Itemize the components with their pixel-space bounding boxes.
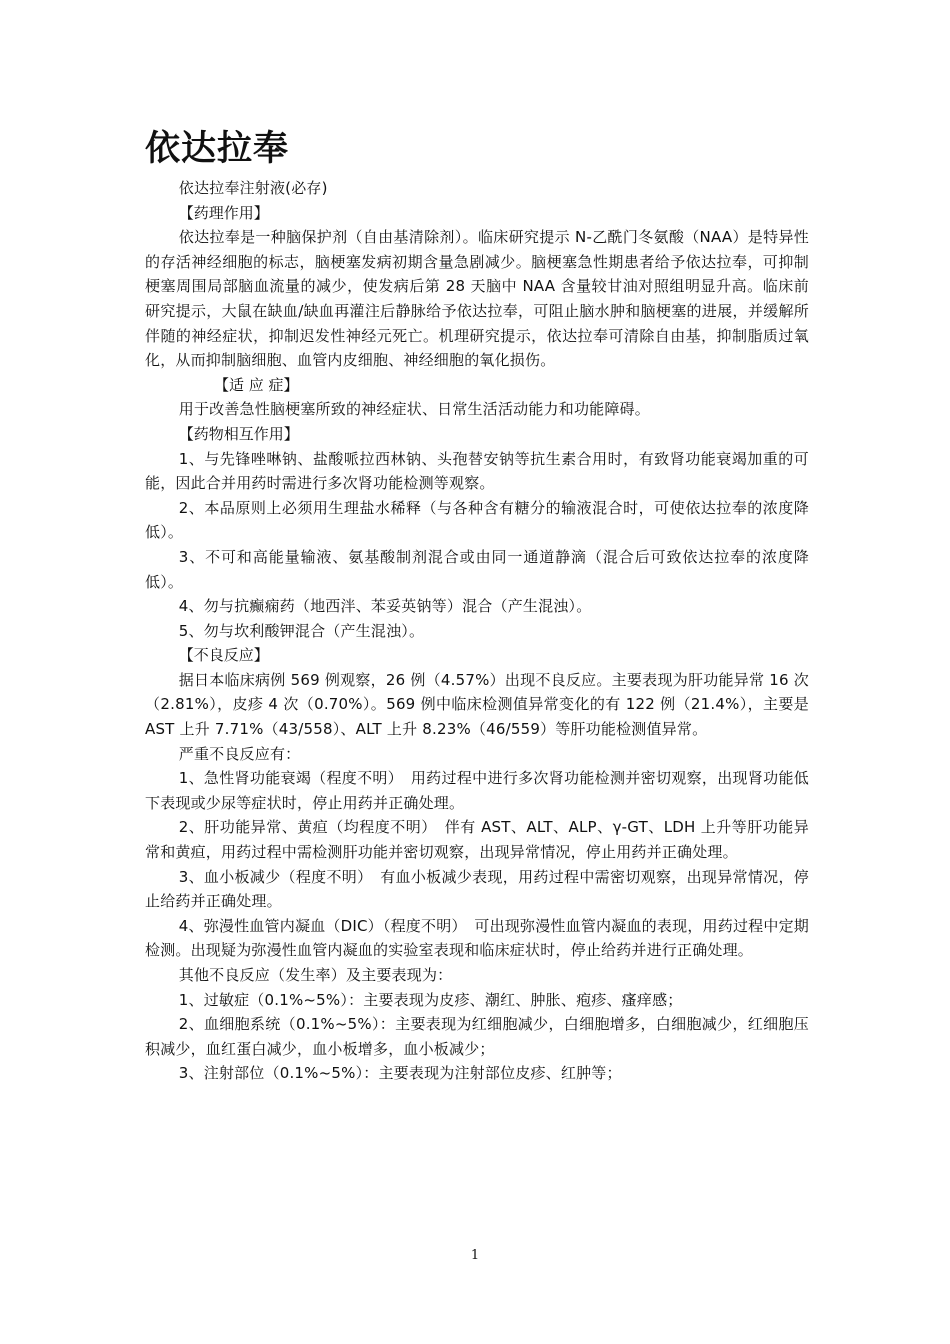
pharmacology-paragraph: 依达拉奉是一种脑保护剂（自由基清除剂）。临床研究提示 N-乙酰门冬氨酸（NAA）是特异性的存活神经细胞的标志，脑梗塞发病初期含量急剧减少。脑梗塞急性期患者给予依达拉奉，可抑制梗塞周围局部脑血流量的减少，使发病后第 28 天脑中 NAA 含量较甘油对照组明显升高。临床前研究提示，大鼠在缺血/缺血再灌注后静脉给予依达拉奉，可阻止脑水肿和脑梗塞的进展，并缓解所伴随的神经症状，抑制迟发性神经元死亡。机理研究提示，依达拉奉可清除自由基，抑制脂质过氧化，从而抑制脑细胞、血管内皮细胞、神经细胞的氧化损伤。	[145, 228, 809, 370]
indications-paragraph: 用于改善急性脑梗塞所致的神经症状、日常生活活动能力和功能障碍。	[178, 400, 650, 419]
section-heading-pharmacology: 【药理作用】	[178, 203, 269, 222]
interaction-item: 3、不可和高能量输液、氨基酸制剂混合或由同一通道静滴（混合后可致依达拉奉的浓度降低）。	[145, 547, 809, 591]
other-adverse-heading: 其他不良反应（发生率）及主要表现为：	[178, 966, 453, 984]
serious-adverse-item: 1、急性肾功能衰竭（程度不明） 用药过程中进行多次肾功能检测并密切观察，出现肾功能低下表现或少尿等症状时，停止用药并正确处理。	[145, 769, 809, 812]
interaction-item: 5、勿与坎利酸钾混合（产生混浊）。	[178, 621, 425, 640]
section-heading-interactions: 【药物相互作用】	[178, 424, 299, 443]
serious-adverse-item: 4、弥漫性血管内凝血（DIC）（程度不明） 可出现弥漫性血管内凝血的表现，用药过程中定期检测。出现疑为弥漫性血管内凝血的实验室表现和临床症状时，停止给药并进行正确处理。	[145, 916, 809, 960]
other-adverse-item: 3、注射部位（0.1%~5%）：主要表现为注射部位皮疹、红肿等；	[178, 1064, 622, 1083]
serious-adverse-item: 2、肝功能异常、黄疸（均程度不明） 伴有 AST、ALT、ALP、γ-GT、LDH 上升等肝功能异常和黄疸，用药过程中需检测肝功能并密切观察，出现异常情况，停止用药并正确处理。	[145, 818, 809, 862]
interaction-item: 1、与先锋唑啉钠、盐酸哌拉西林钠、头孢替安钠等抗生素合用时，有致肾功能衰竭加重的可能，因此合并用药时需进行多次肾功能检测等观察。	[145, 449, 809, 493]
section-heading-adverse: 【不良反应】	[178, 646, 269, 665]
section-heading-indications: 【适 应 症】	[214, 375, 299, 394]
document-title: 依达拉奉	[145, 129, 290, 169]
interaction-item: 4、勿与抗癫痫药（地西泮、苯妥英钠等）混合（产生混浊）。	[178, 597, 592, 616]
serious-adverse-heading: 严重不良反应有：	[178, 744, 301, 763]
other-adverse-item: 2、血细胞系统（0.1%~5%）：主要表现为红细胞减少，白细胞增多，白细胞减少，红细胞压积减少，血红蛋白减少，血小板增多，血小板减少；	[145, 1015, 809, 1058]
interaction-item: 2、本品原则上必须用生理盐水稀释（与各种含有糖分的输液混合时，可使依达拉奉的浓度降低）。	[145, 498, 809, 542]
page-number: 1	[470, 1248, 480, 1263]
document-subtitle: 依达拉奉注射液(必存)	[178, 179, 328, 197]
document-body	[145, 126, 809, 1086]
other-adverse-item: 1、过敏症（0.1%~5%）：主要表现为皮疹、潮红、肿胀、疱疹、瘙痒感；	[178, 990, 683, 1009]
serious-adverse-item: 3、血小板减少（程度不明） 有血小板减少表现，用药过程中需密切观察，出现异常情况，停止给药并正确处理。	[145, 867, 809, 911]
adverse-intro-paragraph: 据日本临床病例 569 例观察，26 例（4.57%）出现不良反应。主要表现为肝功能异常 16 次（2.81%），皮疹 4 次（0.70%）。569 例中临床检测值异常变化的有 122 例（21.4%），主要是 AST 上升 7.71%（43/558）、ALT 上升 8.23%（46/559）等肝功能检测值异常。	[145, 670, 809, 739]
